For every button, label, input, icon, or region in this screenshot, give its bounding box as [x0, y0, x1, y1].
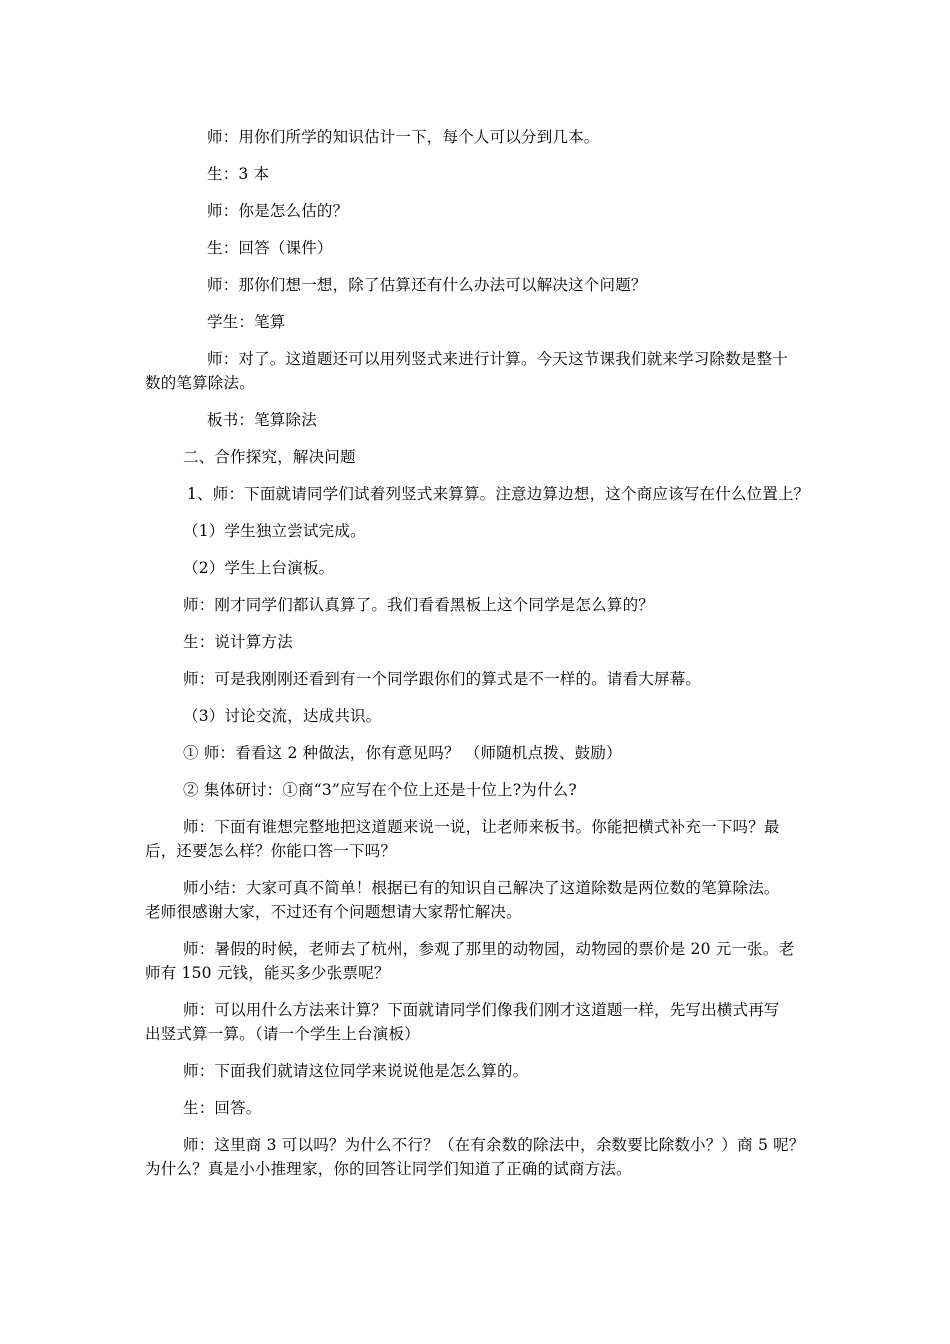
paragraph-method-1: 师：可以用什么方法来计算？下面就请同学们像我们刚才这道题一样，先写出横式再写	[183, 1001, 780, 1019]
paragraph-teacher-correct-1: 师：对了。这道题还可以用列竖式来进行计算。今天这节课我们就来学习除数是整十	[207, 350, 788, 368]
paragraph-teacher-screen: 师：可是我刚刚还看到有一个同学跟你们的算式是不一样的。请看大屏幕。	[183, 670, 702, 688]
paragraph-trial-quotient-2: 为什么？真是小小推理家，你的回答让同学们知道了正确的试商方法。	[145, 1160, 632, 1178]
paragraph-summary-2: 老师很感谢大家，不过还有个问题想请大家帮忙解决。	[145, 903, 522, 921]
paragraph-student-answer: 生：回答（课件）	[207, 239, 333, 257]
paragraph-item-3: （3）讨论交流，达成共识。	[183, 707, 382, 725]
paragraph-teacher-complete-2: 后，还要怎么样？你能口答一下吗？	[145, 842, 397, 860]
paragraph-item-1: （1）学生独立尝试完成。	[183, 522, 366, 540]
paragraph-student-method: 生：说计算方法	[183, 633, 293, 651]
paragraph-student-written: 学生：笔算	[207, 313, 286, 331]
paragraph-student-three: 生：3 本	[207, 165, 270, 183]
paragraph-blackboard: 板书：笔算除法	[207, 411, 317, 429]
paragraph-student-reply: 生：回答。	[183, 1099, 262, 1117]
paragraph-circled-2: ② 集体研讨：①商“3”应写在个位上还是十位上?为什么?	[183, 781, 577, 799]
paragraph-method-2: 出竖式算一算。（请一个学生上台演板）	[145, 1025, 420, 1043]
paragraph-item-2: （2）学生上台演板。	[183, 559, 335, 577]
paragraph-summary-1: 师小结：大家可真不简单！根据已有的知识自己解决了这道除数是两位数的笔算除法。	[183, 879, 780, 897]
paragraph-teacher-complete-1: 师：下面有谁想完整地把这道题来说一说，让老师来板书。你能把横式补充一下吗？最	[183, 818, 780, 836]
section-heading-two: 二、合作探究，解决问题	[183, 448, 356, 466]
paragraph-teacher-explain: 师：下面我们就请这位同学来说说他是怎么算的。	[183, 1062, 529, 1080]
paragraph-zoo-1: 师：暑假的时候，老师去了杭州，参观了那里的动物园，动物园的票价是 20 元一张。老	[183, 940, 795, 958]
paragraph-zoo-2: 师有 150 元钱，能买多少张票呢？	[145, 964, 390, 982]
paragraph-step-one: 1、师：下面就请同学们试着列竖式来算算。注意边算边想，这个商应该写在什么位置上？	[187, 485, 810, 503]
paragraph-teacher-think: 师：那你们想一想，除了估算还有什么办法可以解决这个问题？	[207, 276, 647, 294]
paragraph-teacher-correct-2: 数的笔算除法。	[145, 374, 255, 392]
paragraph-circled-1: ① 师：看看这 2 种做法，你有意见吗？ （师随机点拨、鼓励）	[183, 744, 622, 762]
paragraph-teacher-how: 师：你是怎么估的？	[207, 202, 349, 220]
paragraph-trial-quotient-1: 师：这里商 3 可以吗？为什么不行？（在有余数的除法中，余数要比除数小？）商 5 呢？	[183, 1136, 805, 1154]
paragraph-teacher-look: 师：刚才同学们都认真算了。我们看看黑板上这个同学是怎么算的？	[183, 596, 655, 614]
paragraph-teacher-estimate: 师：用你们所学的知识估计一下，每个人可以分到几本。	[207, 128, 600, 146]
